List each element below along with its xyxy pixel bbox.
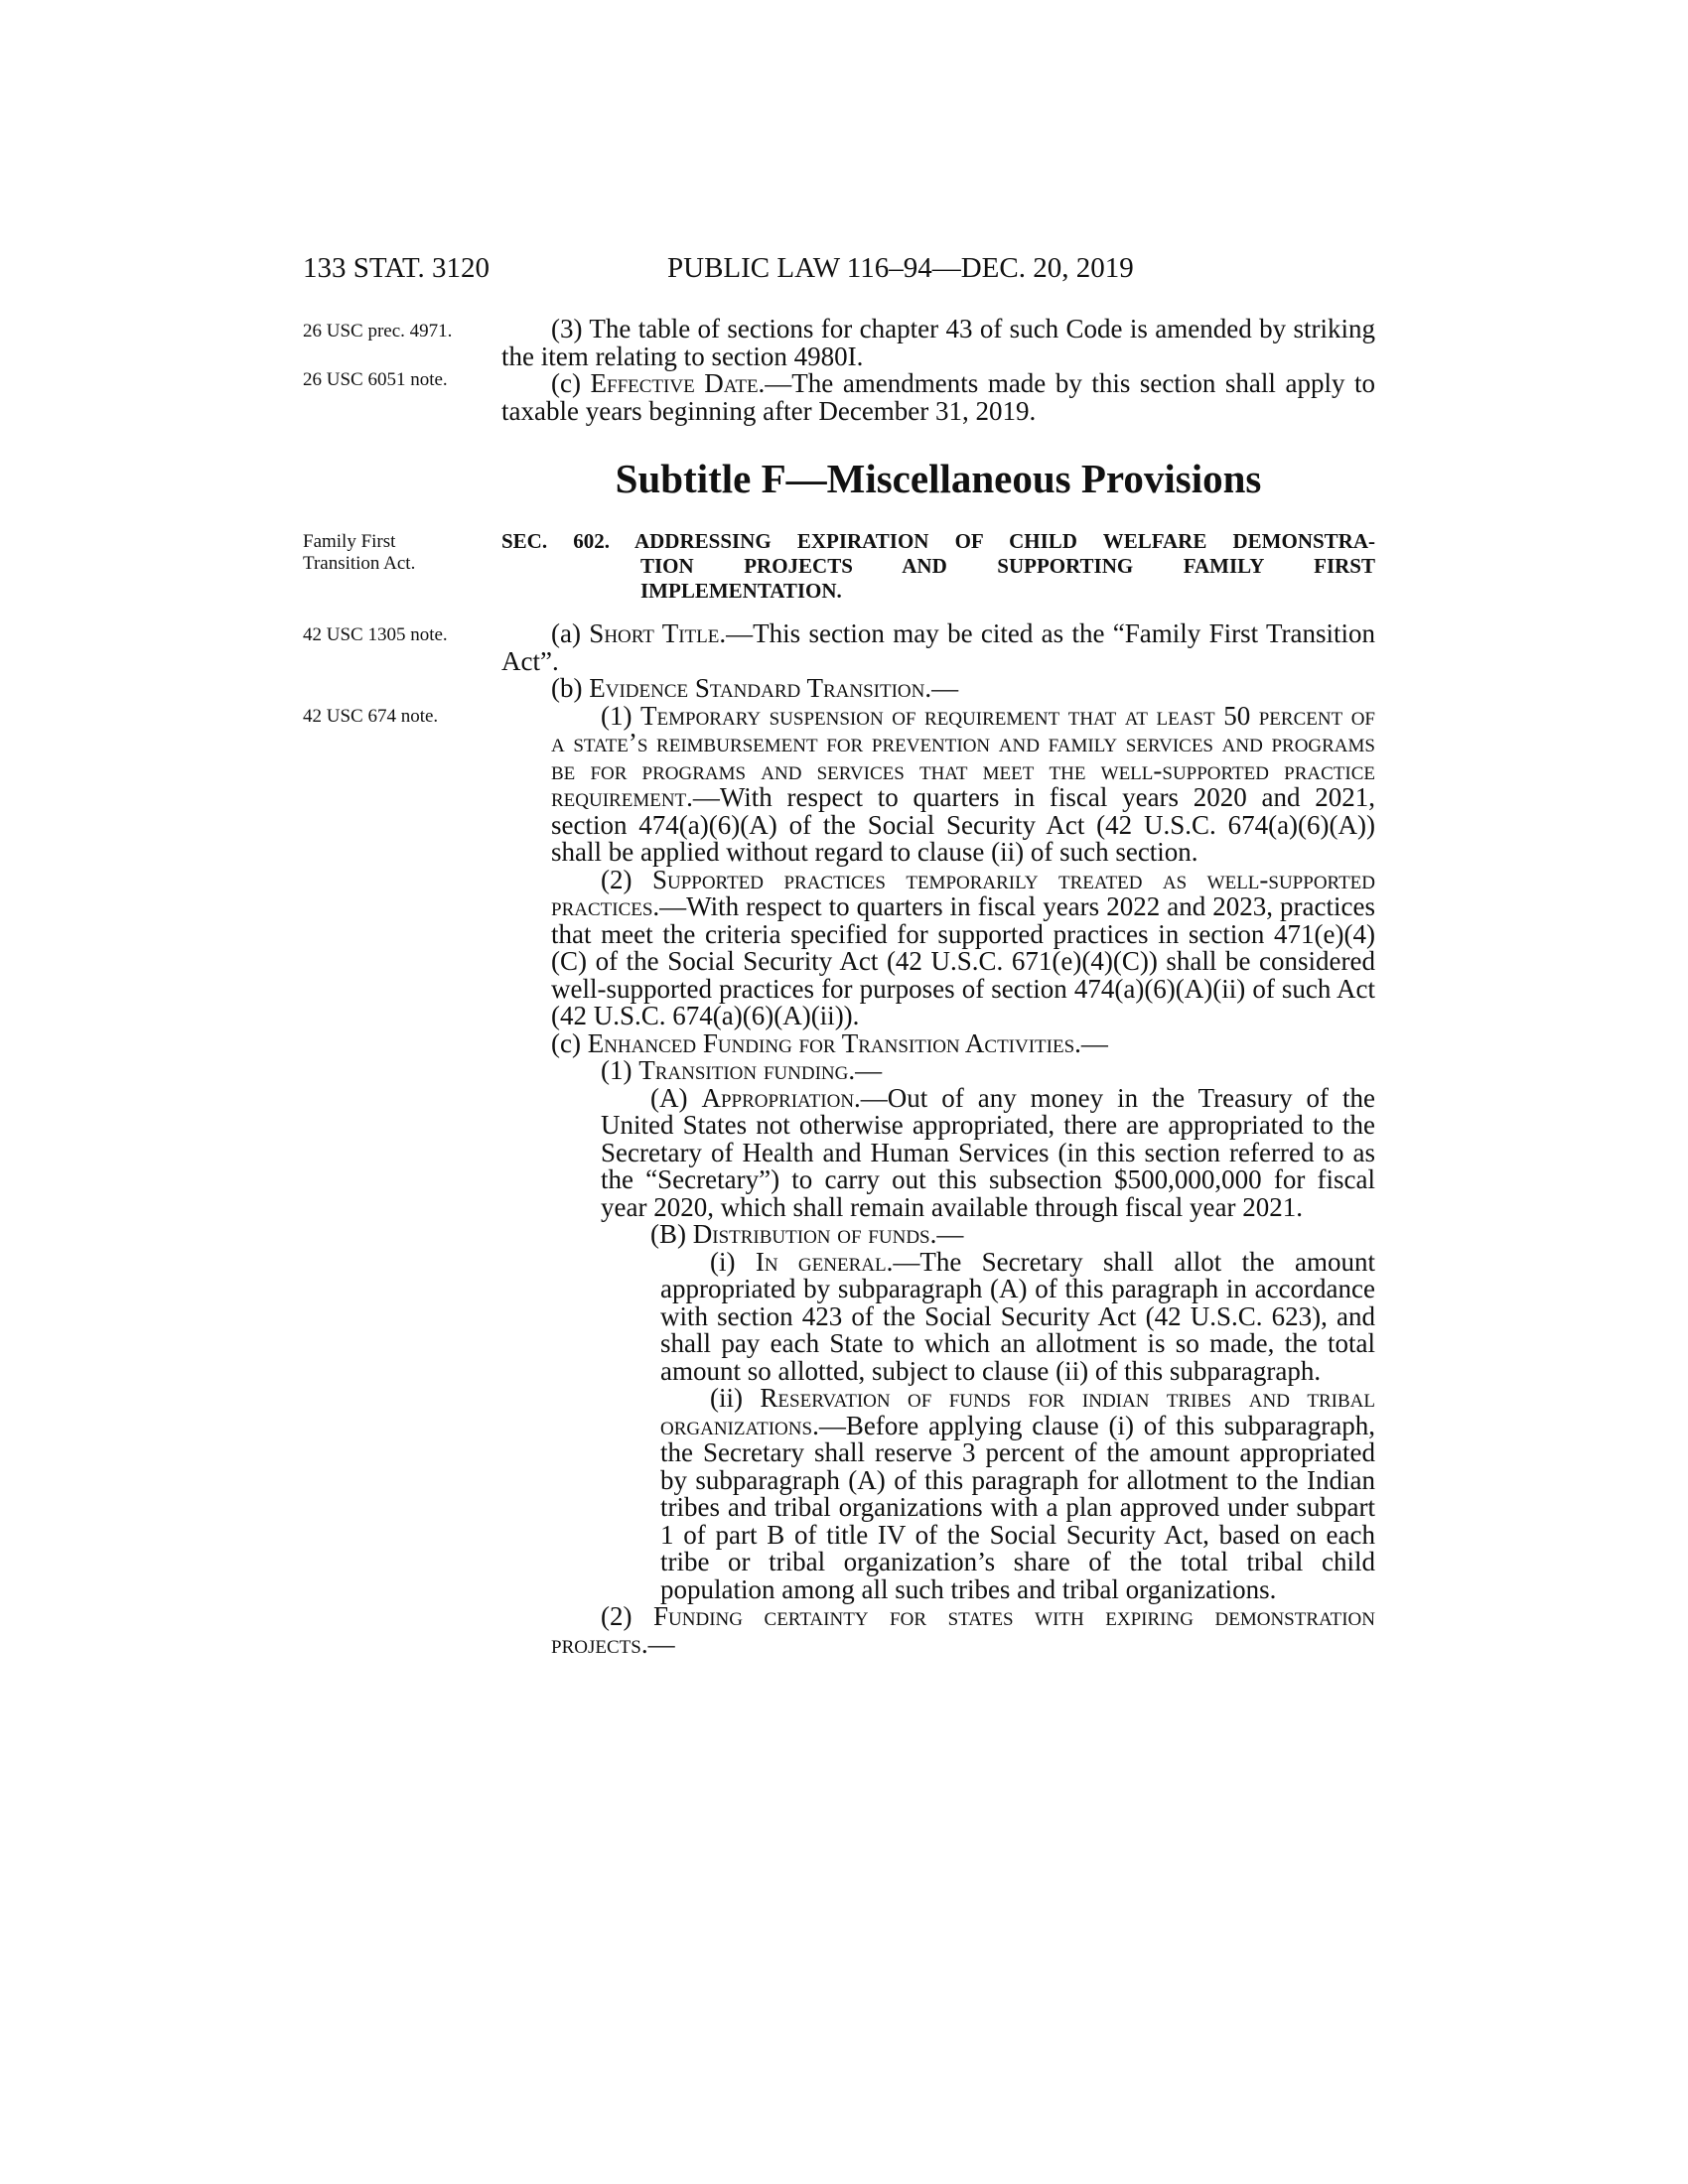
text: .—With respect to quarters in fiscal years 2020 and 2021, section 474(a)(6)(A) of the Social Security Act (42 U.S.C. 674(a)(6)(A)) shall be applied without regard to clause (ii) of such section.	[551, 782, 1375, 867]
heading: Temporary suspension of requirement that at least 50 percent of a state’s reimbursement for prevention and family services and programs be for programs and services that meet the well-supported practice requirement	[551, 700, 1376, 812]
subparagraph-c-1-b	[501, 1221, 1375, 1249]
label: (B)	[650, 1219, 693, 1249]
heading: Short Title	[589, 618, 720, 648]
heading: Transition funding	[638, 1055, 849, 1085]
text: .—With respect to quarters in fiscal years 2022 and 2023, practices that meet the criteria specified for supported practices in section 471(e)(4)(C) of the Social Security Act (42 U.S.C. 671(e)(4)(C)) shall be considered well-supported practices for purposes of section 474(a)(6)(A)(ii) of such Act (42 U.S.C. 674(a)(6)(A)(ii)).	[551, 891, 1375, 1030]
heading: Reservation of funds for indian tribes and tribal organizations	[660, 1383, 1375, 1440]
subsection-a-short-title	[501, 620, 1375, 675]
text: .—This section may be cited as the “Family First Transition Act”.	[501, 618, 1375, 676]
label: (b)	[551, 673, 590, 703]
label: (a)	[551, 618, 590, 648]
text: .—	[640, 1628, 675, 1659]
label: (2)	[601, 1601, 654, 1631]
heading: Funding certainty for states with expiring demonstration projects	[551, 1601, 1375, 1659]
clause-c-1-b-ii	[501, 1385, 1375, 1603]
subsection-b	[501, 675, 1375, 703]
section-602-heading	[501, 529, 1375, 604]
text: .—Before applying clause (i) of this subparagraph, the Secretary shall reserve 3 percent of the amount appropriated by subparagraph (A) of this paragraph for allotment to the Indian tribes and tribal organizations with a plan approved under subpart 1 of part B of title IV of the Social Security Act, based on each tribe or tribal organization’s share of the total tribal child population among all such tribes and tribal organizations.	[660, 1410, 1375, 1604]
heading: Distribution of funds	[692, 1219, 930, 1249]
text: .—	[1074, 1027, 1108, 1058]
clause-c-1-b-i	[501, 1246, 1375, 1386]
margin-note-42-usc-674: 42 USC 674 note.	[303, 706, 439, 727]
label: (2)	[601, 864, 652, 894]
label: (ii)	[710, 1383, 761, 1413]
label: (A)	[650, 1082, 702, 1113]
margin-note-26-usc-prec-4971: 26 USC prec. 4971.	[303, 321, 453, 341]
section-heading-line-3: IMPLEMENTATION.	[640, 579, 842, 603]
subsection-c-effective-date	[501, 370, 1375, 425]
paragraph-3: (3) The table of sections for chapter 43 of such Code is amended by striking the item relating to section 4980I.	[501, 314, 1375, 371]
text: .—	[924, 673, 959, 703]
paragraph-c-1	[501, 1057, 1375, 1085]
label: (1)	[601, 700, 641, 731]
subparagraph-c-1-a	[501, 1082, 1375, 1222]
heading: Evidence Standard Transition	[589, 673, 925, 703]
top-provisions	[501, 316, 1375, 425]
label: (c)	[551, 1027, 588, 1058]
statute-page-number: 133 STAT. 3120	[303, 252, 491, 284]
section-602-body	[501, 620, 1375, 1658]
subsection-c	[501, 1027, 1375, 1058]
section-heading-line-1: SEC. 602. ADDRESSING EXPIRATION OF CHILD WELFARE DEMONSTRA-	[501, 529, 1375, 553]
text: .—	[848, 1055, 883, 1085]
margin-note-family-first-transition-act: Family First Transition Act.	[303, 531, 416, 574]
margin-note-42-usc-1305: 42 USC 1305 note.	[303, 624, 448, 645]
text: .—The Secretary shall allot the amount appropriated by subparagraph (A) of this paragraph in accordance with section 423 of the Social Security Act (42 U.S.C. 623), and shall pay each State to which an allotment is so made, the total amount so allotted, subject to clause (ii) of this subparagraph.	[660, 1246, 1375, 1386]
heading: Enhanced Funding for Transition Activities	[587, 1027, 1075, 1058]
paragraph-b-2	[501, 864, 1375, 1030]
heading: Effective Date	[590, 368, 759, 398]
public-law-header: PUBLIC LAW 116–94—DEC. 20, 2019	[667, 252, 1134, 284]
heading: Supported practices temporarily treated as well-supported practices	[551, 864, 1375, 921]
running-head	[303, 248, 1380, 288]
label: (i)	[710, 1246, 756, 1277]
section-heading-line-2: TION PROJECTS AND SUPPORTING FAMILY FIRST	[640, 554, 1375, 578]
paragraph-c-2	[501, 1603, 1375, 1658]
label: (1)	[601, 1055, 639, 1085]
text: .—Out of any money in the Treasury of the United States not otherwise appropriated, there are appropriated to the Secretary of Health and Human Services (in this section referred to as the “Secretary”) to carry out this subsection $500,000,000 for fiscal year 2020, which shall remain available through fiscal year 2021.	[601, 1082, 1375, 1222]
margin-note-26-usc-6051: 26 USC 6051 note.	[303, 369, 448, 390]
label: (c)	[551, 368, 591, 398]
heading: Appropriation	[701, 1082, 855, 1113]
text: .—	[929, 1219, 964, 1249]
heading: In general	[755, 1246, 887, 1277]
text: .—The amendments made by this section shall apply to taxable years beginning after December 31, 2019.	[501, 368, 1375, 426]
subtitle-heading: Subtitle F—Miscellaneous Provisions	[615, 456, 1262, 501]
paragraph-b-1	[501, 700, 1376, 867]
